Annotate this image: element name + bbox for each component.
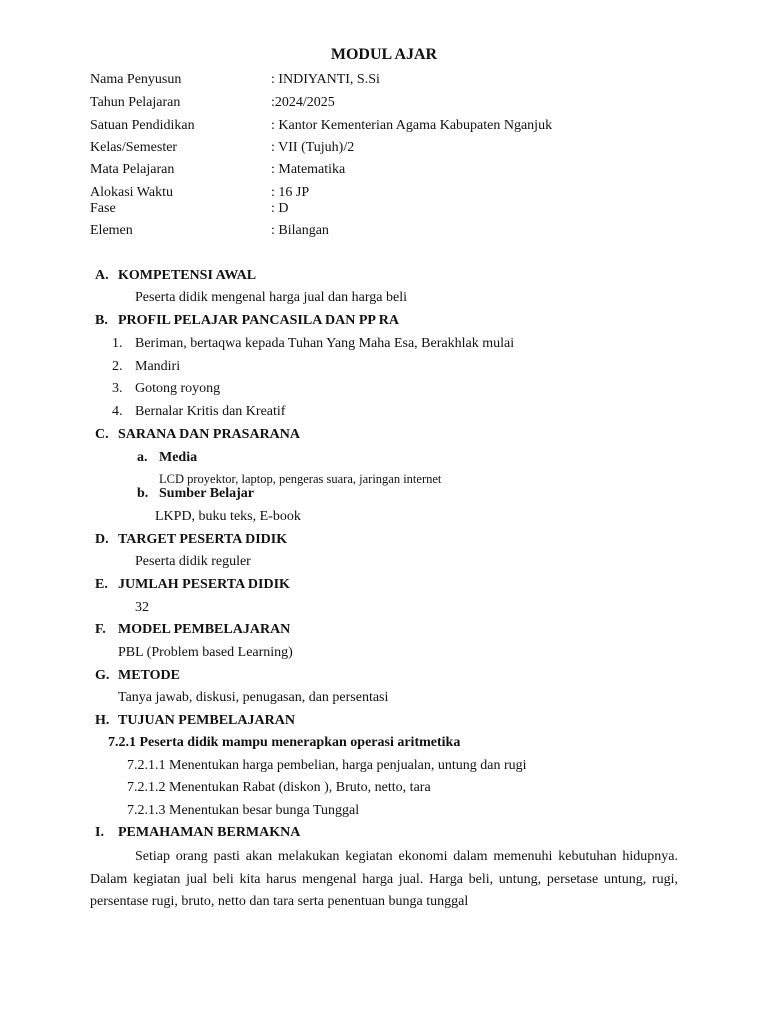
sumber-text: LKPD, buku teks, E-book [155,509,301,524]
info-label-mata-pelajaran: Mata Pelajaran [90,162,175,177]
info-value-mata-pelajaran: : Matematika [271,162,346,177]
info-value-satuan-pendidikan: : Kantor Kementerian Agama Kabupaten Nganjuk [271,118,553,133]
section-a-title: KOMPETENSI AWAL [118,268,257,283]
section-f-letter: F. [95,622,106,637]
section-d-text: Peserta didik reguler [135,554,251,569]
info-label-tahun-pelajaran: Tahun Pelajaran [90,95,181,110]
info-label-fase: Fase [90,201,116,216]
section-a-letter: A. [95,268,109,283]
sumber-letter: b. [137,486,149,501]
list-item: Bernalar Kritis dan Kreatif [135,404,286,419]
info-value-tahun-pelajaran: :2024/2025 [271,95,335,110]
info-label-kelas-semester: Kelas/Semester [90,140,178,155]
section-b-letter: B. [95,313,108,328]
info-label-satuan-pendidikan: Satuan Pendidikan [90,118,195,133]
section-h-title: TUJUAN PEMBELAJARAN [118,713,295,728]
sumber-title: Sumber Belajar [159,486,255,501]
section-g-letter: G. [95,668,110,683]
list-item-number: 2. [112,359,123,374]
section-d-letter: D. [95,532,109,547]
section-d-title: TARGET PESERTA DIDIK [118,532,288,547]
list-item-number: 1. [112,336,123,351]
section-g-text: Tanya jawab, diskusi, penugasan, dan persentasi [118,690,389,705]
info-label-elemen: Elemen [90,223,133,238]
section-b-title: PROFIL PELAJAR PANCASILA DAN PP RA [118,313,399,328]
info-value-alokasi-waktu: : 16 JP [271,185,310,200]
info-label-nama-penyusun: Nama Penyusun [90,72,182,87]
list-item: Mandiri [135,359,181,374]
info-value-nama-penyusun: : INDIYANTI, S.Si [271,72,380,87]
list-item: Beriman, bertaqwa kepada Tuhan Yang Maha Esa, Berakhlak mulai [135,336,515,351]
section-e-letter: E. [95,577,108,592]
section-c-title: SARANA DAN PRASARANA [118,427,301,442]
section-g-title: METODE [118,668,180,683]
section-i-letter: I. [95,825,104,840]
section-i-title: PEMAHAMAN BERMAKNA [118,825,301,840]
media-title: Media [159,450,198,465]
section-c-letter: C. [95,427,109,442]
section-a-text: Peserta didik mengenal harga jual dan harga beli [135,290,408,305]
section-h-subtitle: 7.2.1 Peserta didik mampu menerapkan operasi aritmetika [108,735,461,750]
section-f-text: PBL (Problem based Learning) [118,645,293,660]
media-letter: a. [137,450,148,465]
section-e-title: JUMLAH PESERTA DIDIK [118,577,290,592]
list-item: Gotong royong [135,381,221,396]
info-value-kelas-semester: : VII (Tujuh)/2 [271,140,355,155]
media-text: LCD proyektor, laptop, pengeras suara, jaringan internet [159,472,442,486]
list-item-number: 4. [112,404,123,419]
section-f-title: MODEL PEMBELAJARAN [118,622,291,637]
info-value-elemen: : Bilangan [271,223,329,238]
list-item: 7.2.1.3 Menentukan besar bunga Tunggal [127,803,360,818]
section-e-text: 32 [135,600,149,615]
section-i-paragraph: Setiap orang pasti akan melakukan kegiatan ekonomi dalam memenuhi kebutuhan hidupnya. Dalam kegiatan jual beli kita harus mengenal harga jual. Harga beli, untung, persetase untung, rugi, persentase rugi, bruto, netto dan tara serta penentuan bunga tunggal [90,849,678,909]
document-title: MODUL AJAR [330,46,438,63]
section-h-letter: H. [95,713,110,728]
info-value-fase: : D [271,201,289,216]
list-item: 7.2.1.1 Menentukan harga pembelian, harga penjualan, untung dan rugi [127,758,527,773]
list-item: 7.2.1.2 Menentukan Rabat (diskon ), Bruto, netto, tara [127,780,431,795]
list-item-number: 3. [112,381,123,396]
info-label-alokasi-waktu: Alokasi Waktu [90,185,173,200]
